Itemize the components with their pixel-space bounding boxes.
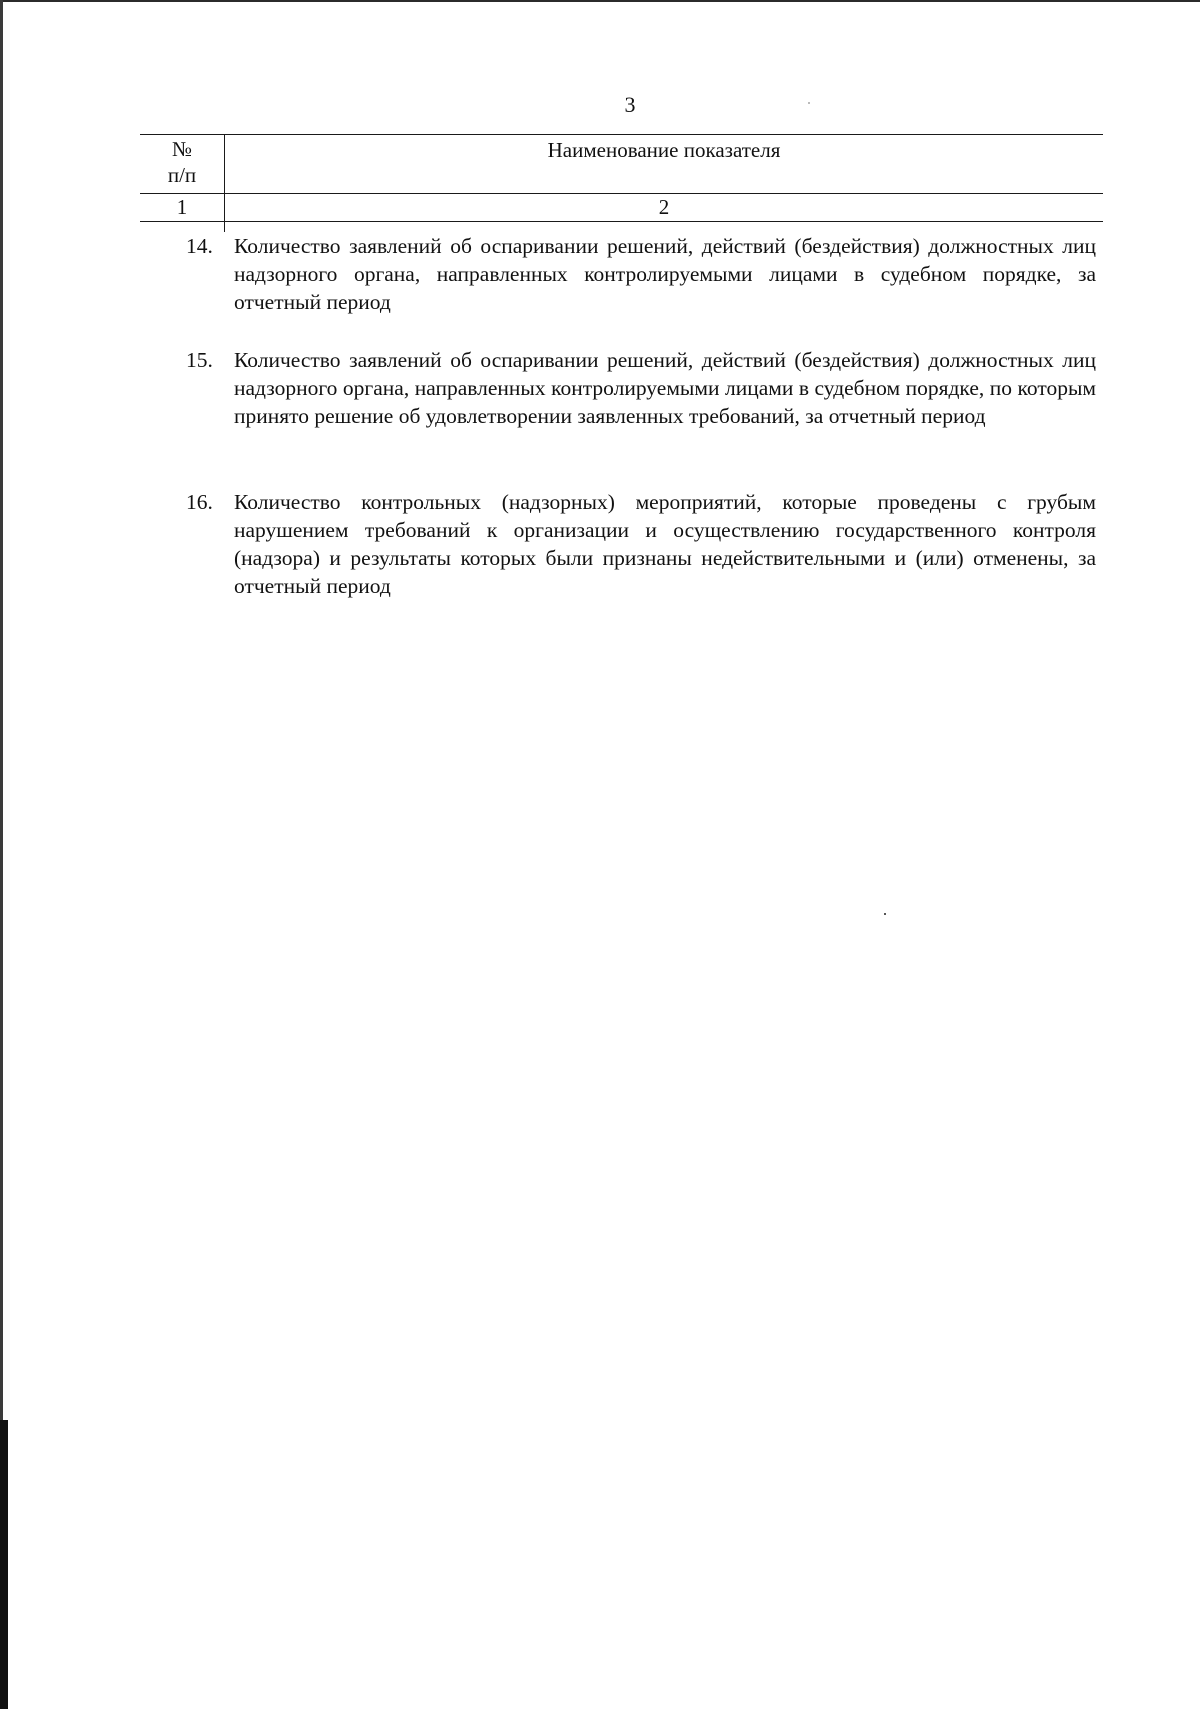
scan-speck: [884, 913, 886, 915]
scan-edge-left-shadow: [0, 1420, 8, 1709]
column-header-number: [140, 136, 224, 188]
column-header-name: Наименование показателя: [547, 138, 781, 162]
column-header-number-line1: №: [171, 137, 193, 161]
indicator-text: Количество заявлений об оспаривании решений, действий (бездействия) должностных лиц надзорного органа, направленных контролируемыми лицами в судебном порядке, по которым принято решение об удовлетворении заявленных требований, за отчетный период: [234, 348, 1096, 428]
indicator-text: Количество контрольных (надзорных) мероприятий, которые проведены с грубым нарушением требований к организации и осуществлению государственного контроля (надзора) и результаты которых были признаны недействительными и (или) отменены, за отчетный период: [234, 490, 1096, 598]
indicator-index: 15.: [186, 348, 213, 372]
table-rule-top: [140, 134, 1103, 135]
indicator-text: Количество заявлений об оспаривании решений, действий (бездействия) должностных лиц надзорного органа, направленных контролируемыми лицами в судебном порядке, за отчетный период: [234, 234, 1096, 314]
column-header-number-line2: п/п: [167, 163, 197, 187]
table-rule-bottom: [140, 221, 1103, 222]
scan-edge-top: [0, 0, 1200, 2]
indicator-item: [186, 346, 1096, 430]
column-number-1: 1: [176, 195, 188, 219]
indicator-index: 14.: [186, 234, 213, 258]
scan-speck: [808, 102, 810, 104]
indicator-index: 16.: [186, 490, 213, 514]
column-number-2: 2: [658, 195, 670, 219]
indicator-item: [186, 232, 1096, 316]
page-number: 3: [624, 92, 636, 117]
indicator-item: [186, 488, 1096, 600]
